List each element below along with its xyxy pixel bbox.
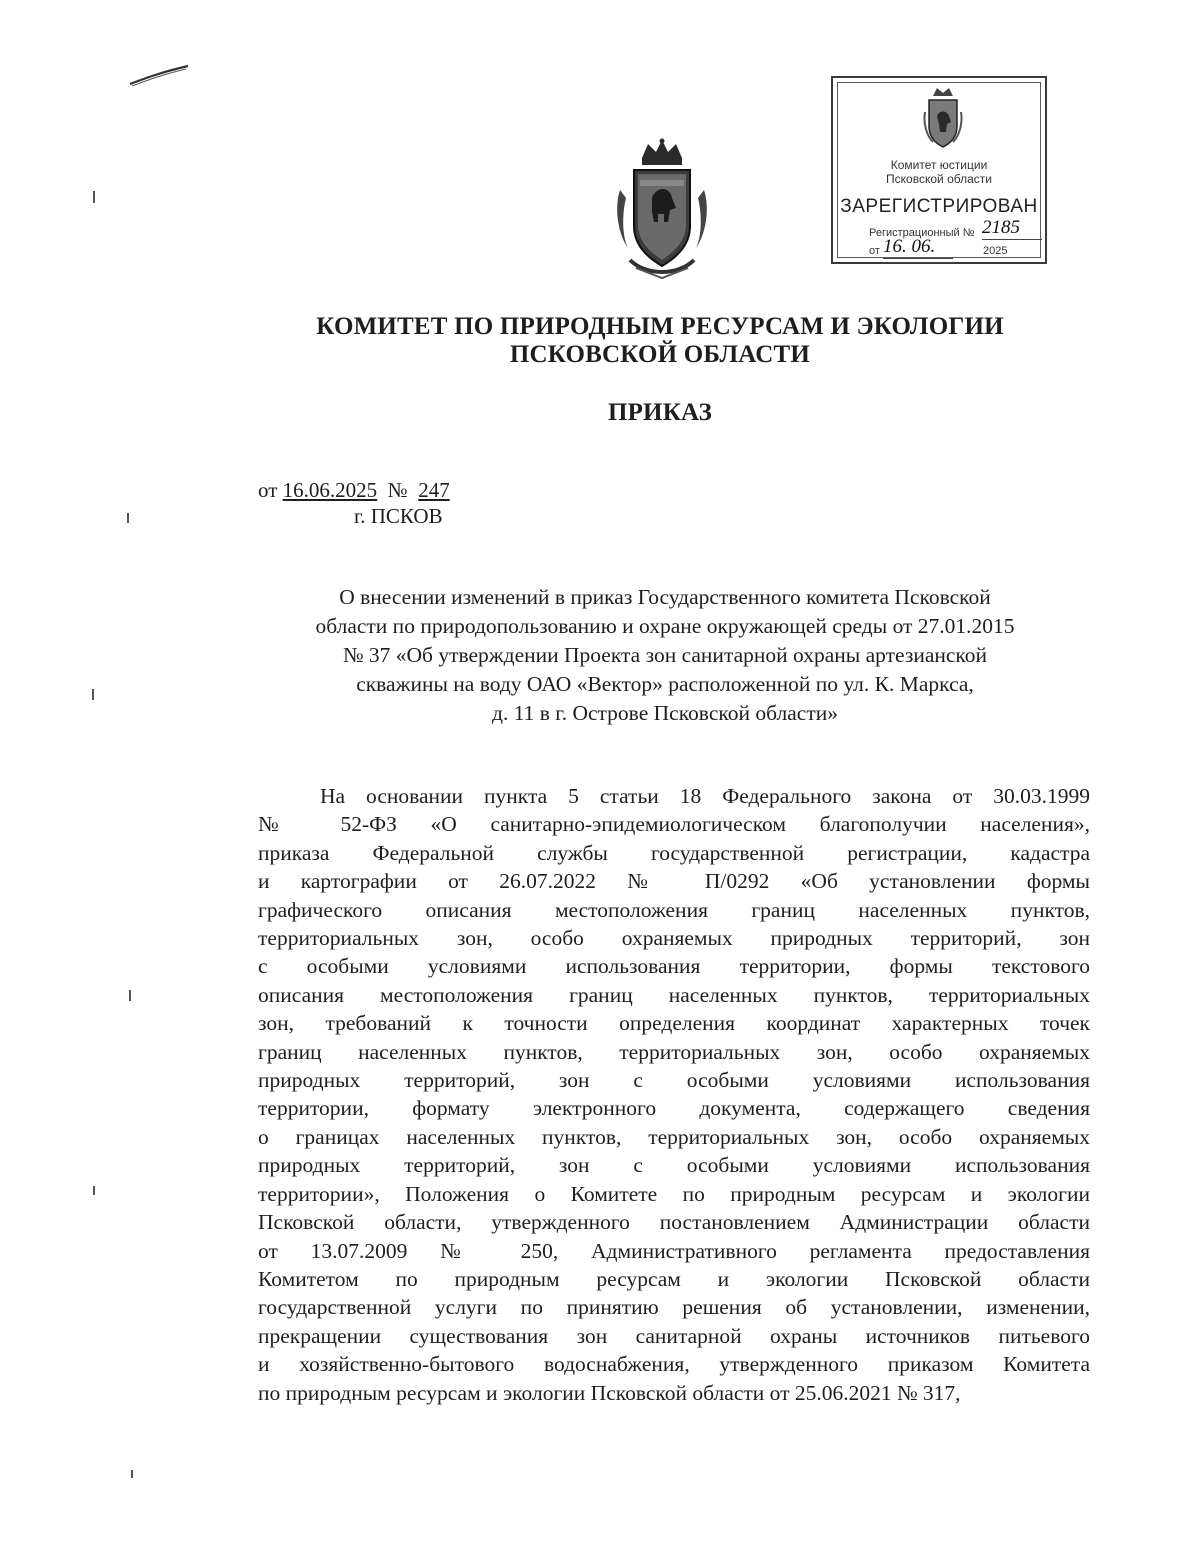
coat-of-arms-emblem — [612, 138, 712, 282]
body-line: территории», Положения о Комитете по природным ресурсам и экологии — [258, 1181, 1090, 1206]
order-date-number — [258, 478, 450, 503]
org-title-line2: ПСКОВСКОЙ ОБЛАСТИ — [509, 341, 811, 368]
body-line: На основании пункта 5 статьи 18 Федерального закона от 30.03.1999 — [320, 784, 1090, 808]
stamp-reg-label: Регистрационный № — [869, 227, 975, 239]
order-date: 16.06.2025 — [282, 478, 378, 502]
scan-speck — [92, 689, 94, 700]
order-subject — [250, 583, 1080, 728]
scan-speck — [93, 1186, 95, 1195]
stamp-org-line1: Комитет юстиции — [890, 158, 988, 172]
document-type-title: ПРИКАЗ — [607, 399, 713, 426]
body-line: графического описания местоположения границ населенных пунктов, — [258, 897, 1090, 922]
body-line: и хозяйственно-бытового водоснабжения, утвержденного приказом Комитета — [258, 1352, 1090, 1377]
scan-speck — [129, 990, 131, 1001]
body-line: территориальных зон, особо охраняемых природных территорий, зон — [258, 926, 1090, 951]
body-line: приказа Федеральной службы государственной регистрации, кадастра — [258, 840, 1090, 865]
scan-speck — [131, 1470, 133, 1478]
body-line: границ населенных пунктов, территориальных зон, особо охраняемых — [258, 1039, 1090, 1064]
body-line: о границах населенных пунктов, территориальных зон, особо охраняемых — [258, 1124, 1090, 1149]
number-prefix: № — [387, 478, 408, 502]
registration-stamp — [831, 76, 1047, 264]
body-line: по природным ресурсам и экологии Псковской области от 25.06.2021 № 317, — [258, 1380, 961, 1405]
body-line: прекращении существования зон санитарной охраны источников питьевого — [258, 1323, 1090, 1348]
stamp-reg-number: 2185 — [982, 217, 1042, 240]
stamp-year: 2025 — [983, 245, 1008, 257]
body-line: Комитетом по природным ресурсам и экологии Псковской области — [258, 1266, 1090, 1291]
body-line: зон, требований к точности определения координат характерных точек — [258, 1011, 1090, 1036]
body-line: № 52-ФЗ «О санитарно-эпидемиологическом благополучии населения», — [258, 812, 1090, 837]
body-line: территории, формату электронного документа, содержащего сведения — [258, 1096, 1090, 1121]
body-line: государственной услуги по принятию решения об установлении, изменении, — [258, 1295, 1090, 1320]
stamp-date-row — [869, 236, 1008, 257]
subject-line: № 37 «Об утверждении Проекта зон санитарной охраны артезианской — [342, 643, 988, 667]
stamp-date-label: от — [869, 245, 880, 257]
org-title-line1: КОМИТЕТ ПО ПРИРОДНЫМ РЕСУРСАМ И ЭКОЛОГИИ — [316, 313, 1004, 340]
stamp-org-line2: Псковской области — [886, 172, 992, 186]
stamp-date-value: 16. 06. — [883, 236, 953, 259]
body-line: описания местоположения границ населенных пунктов, территориальных — [258, 982, 1090, 1007]
body-line: природных территорий, зон с особыми условиями использования — [258, 1153, 1090, 1178]
stamp-status: ЗАРЕГИСТРИРОВАН — [840, 196, 1038, 217]
scan-speck — [93, 191, 95, 203]
order-number: 247 — [418, 478, 450, 502]
subject-line: О внесении изменений в приказ Государственного комитета Псковской — [339, 585, 991, 609]
subject-line: области по природопользованию и охране окружающей среды от 27.01.2015 — [315, 614, 1015, 638]
body-line: Псковской области, утвержденного постановлением Администрации области — [258, 1210, 1090, 1235]
pen-stroke-mark — [128, 62, 190, 88]
subject-line: скважины на воду ОАО «Вектор» расположенной по ул. К. Маркса, — [356, 672, 974, 696]
body-line: от 13.07.2009 № 250, Административного регламента предоставления — [258, 1238, 1090, 1263]
order-city: г. ПСКОВ — [354, 504, 443, 528]
scan-speck — [127, 513, 129, 523]
body-line: с особыми условиями использования территории, формы текстового — [258, 954, 1090, 979]
subject-line: д. 11 в г. Острове Псковской области» — [492, 701, 838, 725]
body-line: природных территорий, зон с особыми условиями использования — [258, 1068, 1090, 1093]
order-body-paragraph — [258, 782, 1090, 1407]
date-prefix: от — [258, 478, 278, 502]
stamp-emblem-icon — [923, 86, 963, 150]
body-line: и картографии от 26.07.2022 № П/0292 «Об установлении формы — [258, 869, 1090, 894]
